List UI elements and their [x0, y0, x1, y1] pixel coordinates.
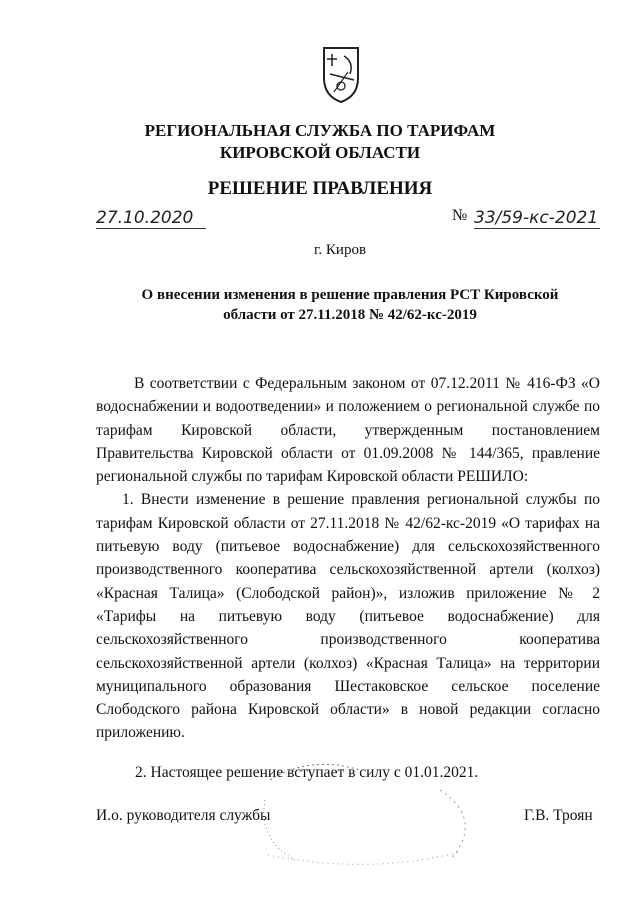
coat-of-arms-icon — [318, 44, 364, 104]
city: г. Киров — [313, 242, 367, 258]
decision-subject — [130, 285, 570, 325]
handwritten-decision-number: 33/59-кс-2021 — [474, 208, 599, 228]
preamble-paragraph: В соответствии с Федеральным законом от 07.12.2011 № 416-ФЗ «О водоснабжении и водоотведении» и положением о региональной службе по тарифам Кировской области, утвержденным постановлением Правительства Кировской области от 01.09.2008 № 144/365, правление региональной службы по тарифам Кировской области РЕШИЛО: — [96, 375, 600, 486]
number-sign: № — [452, 207, 468, 224]
signatory-position: И.о. руководителя службы — [96, 807, 271, 824]
decision-body — [96, 372, 600, 745]
subject-line1: О внесении изменения в решение правления РСТ Кировской — [141, 287, 559, 303]
stamp-seal-icon — [250, 760, 490, 870]
decision-title: РЕШЕНИЕ ПРАВЛЕНИЯ — [207, 178, 433, 199]
item-1-paragraph: 1. Внести изменение в решение правления региональной службы по тарифам Кировской области от 27.11.2018 № 42/62-кс-2019 «О тарифах на питьевую воду (питьевое водоснабжение) для сельскохозяйственного производственного кооператива сельскохозяйственной артели (колхоз) «Красная Талица» (Слободской район)», изложив приложение № 2 «Тарифы на питьевую воду (питьевое водоснабжение) для сельскохозяйственного производственного кооператива сельскохозяйственной артели (колхоз) «Красная Талица» на территории муниципального образования Шестаковское сельское поселение Слободского района Кировской области» в новой редакции согласно приложению. — [96, 491, 600, 742]
subject-line2: области от 27.11.2018 № 42/62-кс-2019 — [223, 307, 477, 323]
item-2-paragraph: 2. Настоящее решение вступает в силу с 01.01.2021. — [135, 764, 479, 781]
handwritten-date: 27.10.2020 — [96, 208, 206, 229]
signatory-name: Г.В. Троян — [524, 807, 593, 824]
org-name-line1: РЕГИОНАЛЬНАЯ СЛУЖБА ПО ТАРИФАМ — [144, 121, 496, 140]
org-name-line2: КИРОВСКОЙ ОБЛАСТИ — [219, 143, 421, 162]
